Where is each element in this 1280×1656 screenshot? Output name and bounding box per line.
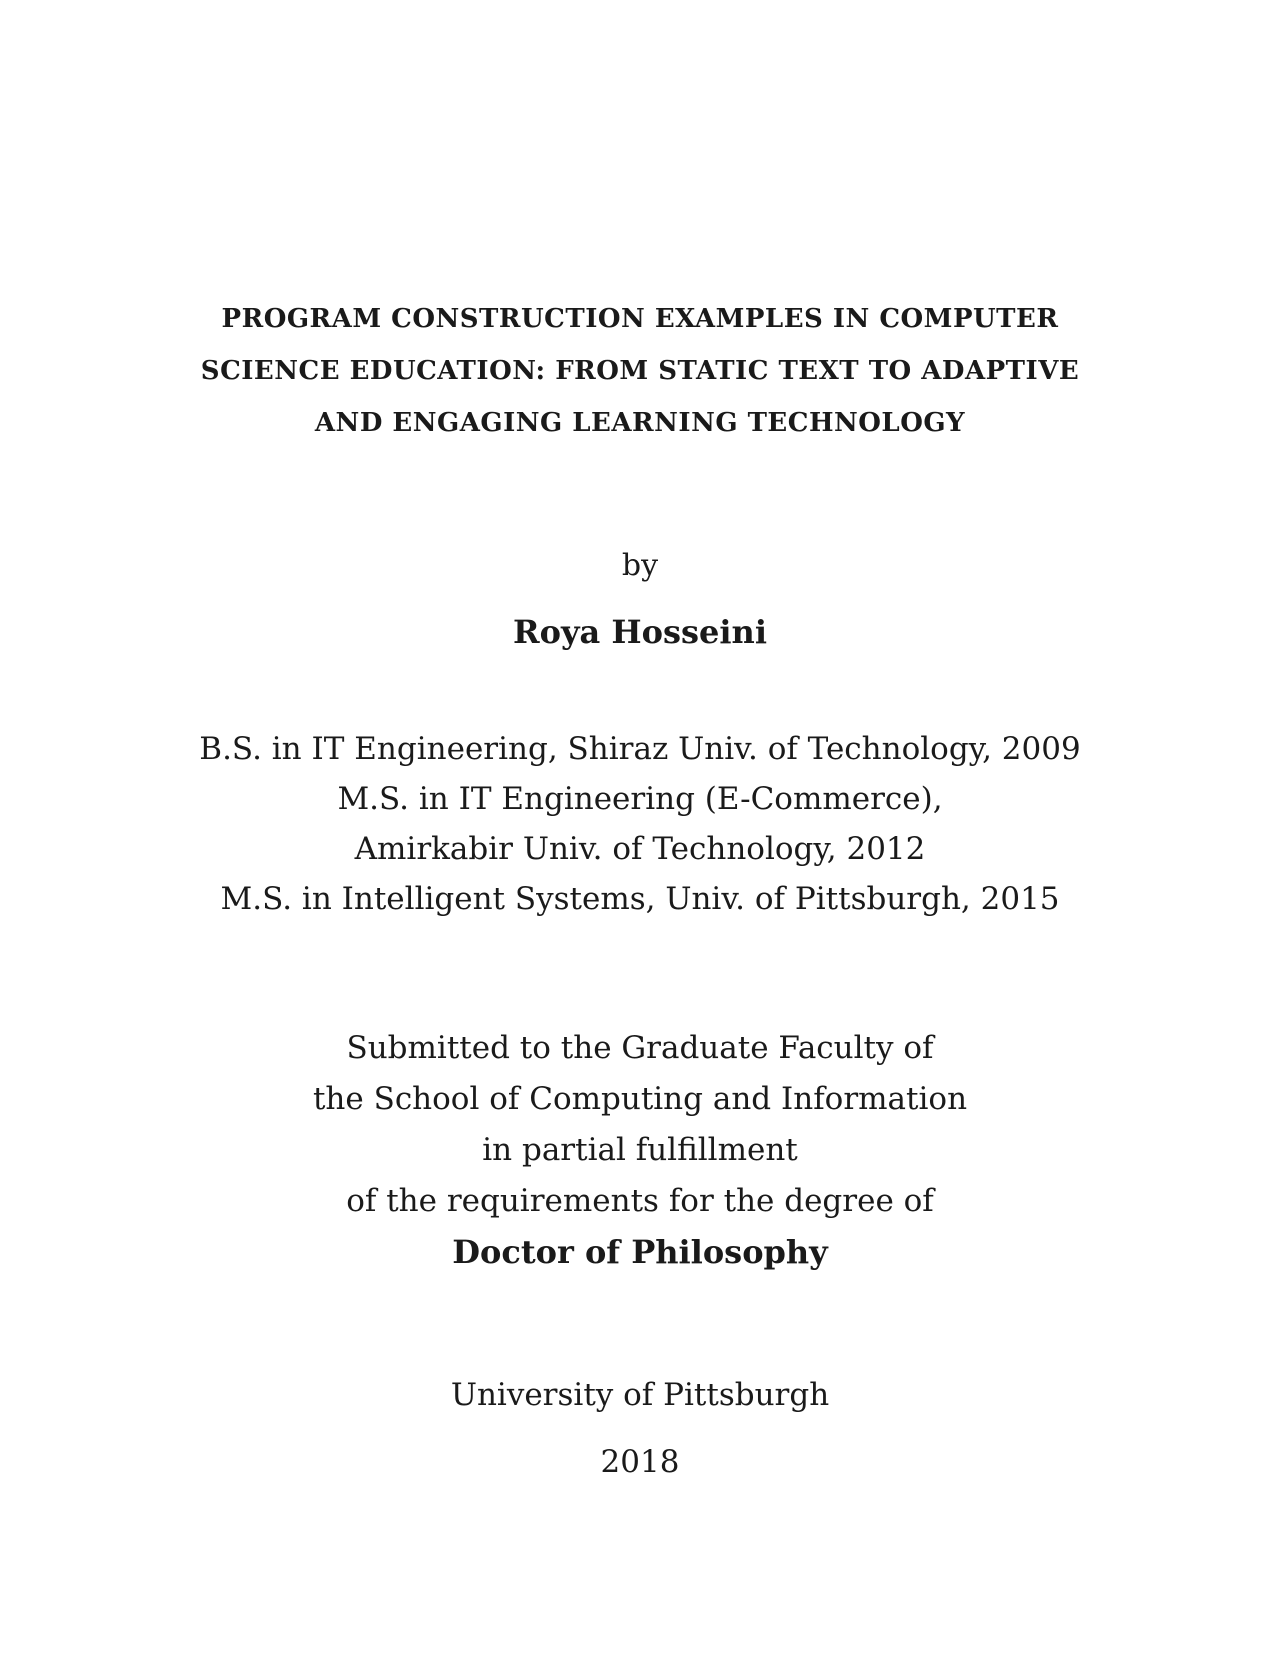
submission-line-4: of the requirements for the degree of: [346, 1183, 934, 1219]
degree-line-1: B.S. in IT Engineering, Shiraz Univ. of Technology, 2009: [199, 731, 1081, 767]
author-name: Roya Hosseini: [513, 613, 767, 651]
by-label: by: [621, 548, 659, 583]
thesis-title: [0, 293, 1280, 449]
title-line-3: AND ENGAGING LEARNING TECHNOLOGY: [314, 408, 966, 438]
university-name: University of Pittsburgh: [450, 1377, 830, 1413]
degree-name: Doctor of Philosophy: [452, 1233, 828, 1271]
submission-statement: [0, 1023, 1280, 1278]
degree-line-3: Amirkabir Univ. of Technology, 2012: [354, 831, 926, 867]
year: 2018: [600, 1444, 680, 1480]
submission-line-3: in partial fulfillment: [482, 1132, 798, 1168]
degree-line-4: M.S. in Intelligent Systems, Univ. of Pittsburgh, 2015: [220, 881, 1060, 917]
title-line-2: SCIENCE EDUCATION: FROM STATIC TEXT TO ADAPTIVE: [200, 356, 1080, 386]
title-line-1: PROGRAM CONSTRUCTION EXAMPLES IN COMPUTER: [221, 304, 1059, 334]
prior-degrees: [0, 724, 1280, 924]
submission-line-1: Submitted to the Graduate Faculty of: [346, 1030, 934, 1066]
degree-line-2: M.S. in IT Engineering (E-Commerce),: [337, 781, 943, 817]
submission-line-2: the School of Computing and Information: [312, 1081, 968, 1117]
